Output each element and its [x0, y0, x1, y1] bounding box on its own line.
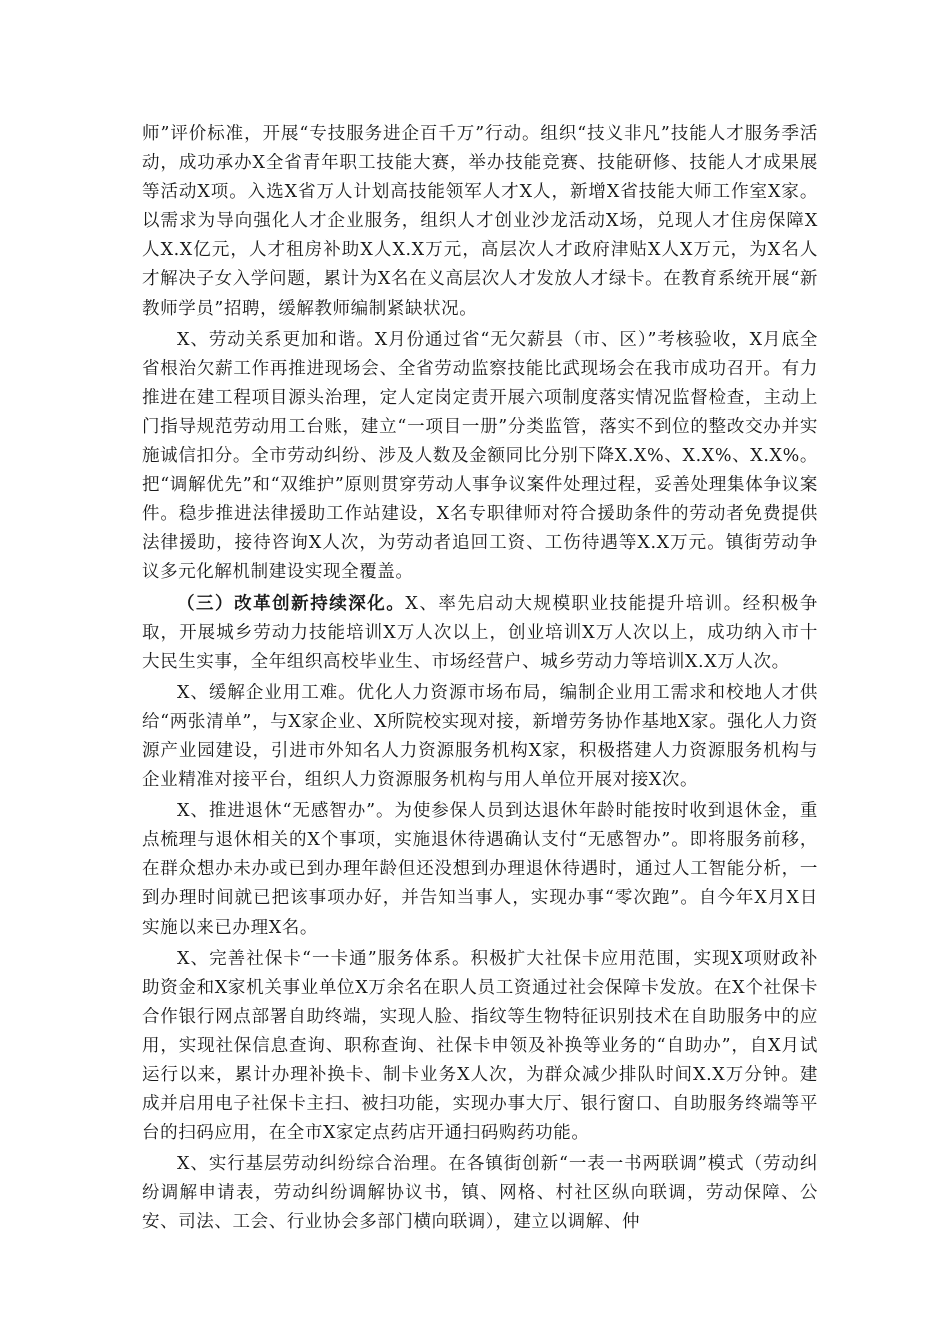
paragraph-reform-text: X、率先启动大规模职业技能提升培训。经积极争取，开展城乡劳动力技能培训X万人次以上，创业培训X万人次以上，成功纳入市十大民生实事，全年组织高校毕业生、市场经营户、城乡劳动力等培训X.X万人次。 [142, 593, 818, 672]
paragraph-labor-relations: X、劳动关系更加和谐。X月份通过省“无欠薪县（市、区）”考核验收，X月底全省根治欠薪工作再推进现场会、全省劳动监察技能比武现场会在我市成功召开。有力推进在建工程项目源头治理，定人定岗定责开展六项制度落实情况监督检查，主动上门指导规范劳动用工台账，建立“一项目一册”分类监管，落实不到位的整改交办并实施诚信扣分。全市劳动纠纷、涉及人数及金额同比分别下降X.X%、X.X%、X.X%。把“调解优先”和“双维护”原则贯穿劳动人事争议案件处理过程，妥善处理集体争议案件。稳步推进法律援助工作站建设，X名专职律师对符合援助条件的劳动者免费提供法律援助，接待咨询X人次，为劳动者追回工资、工伤待遇等X.X万元。镇街劳动争议多元化解机制建设实现全覆盖。 [142, 329, 818, 583]
paragraph-social-security-card: X、完善社保卡“一卡通”服务体系。积极扩大社保卡应用范围，实现X项财政补助资金和X家机关事业单位X万余名在职人员工资通过社会保障卡发放。在X个社保卡合作银行网点部署自助终端，实现人脸、指纹等生物特征识别技术在自助服务中的应用，实现社保信息查询、职称查询、社保卡申领及补换等业务的“自助办”，自X月试运行以来，累计办理补换卡、制卡业务X人次，为群众减少排队时间X.X万分钟。建成并启用电子社保卡主扫、被扫功能，实现办事大厅、银行窗口、自助服务终端等平台的扫码应用，在全市X家定点药店开通扫码购药功能。 [142, 948, 818, 1144]
paragraph-talent-services: 师”评价标准，开展“专技服务进企百千万”行动。组织“技义非凡”技能人才服务季活动，成功承办X全省青年职工技能大赛，举办技能竞赛、技能研修、技能人才成果展等活动X项。入选X省万人计划高技能领军人才X人，新增X省技能大师工作室X家。以需求为导向强化人才企业服务，组织人才创业沙龙活动X场，兑现人才住房保障X人X.X亿元，人才租房补助X人X.X万元，高层次人才政府津贴X人X万元，为X名人才解决子女入学问题，累计为X名在义高层次人才发放人才绿卡。在教育系统开展“新教师学员”招聘，缓解教师编制紧缺状况。 [142, 124, 818, 319]
paragraph-reform-innovation [142, 590, 818, 677]
paragraph-labor-dispute-governance: X、实行基层劳动纠纷综合治理。在各镇街创新“一表一书两联调”模式（劳动纠纷调解申请表，劳动纠纷调解协议书，镇、网格、村社区纵向联调，劳动保障、公安、司法、工会、行业协会多部门横向联调），建立以调解、仲 [142, 1154, 818, 1233]
paragraph-retirement-service: X、推进退休“无感智办”。为使参保人员到达退休年龄时能按时收到退休金，重点梳理与退休相关的X个事项，实施退休待遇确认支付“无感智办”。即将服务前移，在群众想办未办或已到办理年龄但还没想到办理退休待遇时，通过人工智能分析，一到办理时间就已把该事项办好，并告知当事人，实现办事“零次跑”。自今年X月X日实施以来已办理X名。 [142, 801, 818, 938]
paragraph-enterprise-labor: X、缓解企业用工难。优化人力资源市场布局，编制企业用工需求和校地人才供给“两张清单”，与X家企业、X所院校实现对接，新增劳务协作基地X家。强化人力资源产业园建设，引进市外知名人力资源服务机构X家，积极搭建人力资源服务机构与企业精准对接平台，组织人力资源服务机构与用人单位开展对接X次。 [142, 682, 818, 791]
document-body [142, 120, 818, 1240]
section-heading-reform: （三）改革创新持续深化。 [177, 593, 406, 614]
